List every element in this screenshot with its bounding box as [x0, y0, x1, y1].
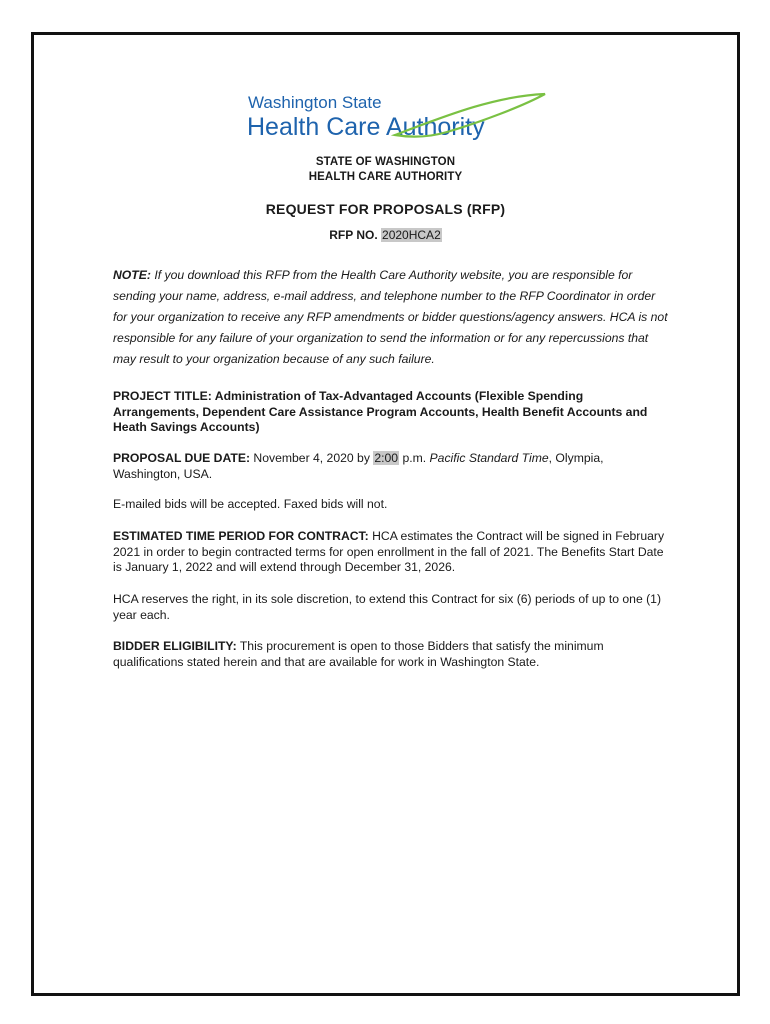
rfp-number [34, 228, 737, 242]
hca-logo [245, 88, 550, 146]
extension-statement: HCA reserves the right, in its sole discretion, to extend this Contract for six (6) periods of up to one (1) year each. [113, 592, 662, 622]
contract-period [113, 529, 668, 576]
due-date-time: 2:00 [374, 451, 399, 465]
note-paragraph [113, 265, 668, 370]
rfp-no-label: RFP NO. [329, 228, 378, 242]
due-date-timezone: Pacific Standard Time [429, 451, 549, 465]
rfp-title: REQUEST FOR PROPOSALS (RFP) [265, 201, 506, 217]
bids-statement: E-mailed bids will be accepted. Faxed bids will not. [113, 497, 388, 511]
contract-period-label: ESTIMATED TIME PERIOD FOR CONTRACT: [113, 529, 369, 543]
logo-line1: Washington State [248, 93, 382, 112]
note-label: NOTE: [113, 268, 151, 282]
proposal-due-date [113, 451, 668, 482]
due-date-ampm: p.m. [402, 451, 427, 465]
contract-period-text: HCA estimates the Contract will be signed in February 2021 in order to begin contracted terms for open enrollment in the fall of 2021. The Benefits Start Date is January 1, 2022 and will extend through December 31, 2026. [113, 529, 665, 574]
due-date-label: PROPOSAL DUE DATE: [113, 451, 251, 465]
project-title: PROJECT TITLE: Administration of Tax-Advantaged Accounts (Flexible Spending Arrangements, Dependent Care Assistance Program Accounts, Health Benefit Accounts and Heath Savings Accounts) [113, 389, 648, 434]
rfp-no-value: 2020HCA2 [382, 228, 441, 242]
bidder-eligibility [113, 639, 668, 670]
due-date-location: , Olympia, Washington, USA. [113, 451, 604, 481]
eligibility-text: This procurement is open to those Bidders that satisfy the minimum qualifications stated herein and that are available for work in Washington State. [113, 639, 604, 669]
logo-line2: Health Care Authority [247, 113, 485, 141]
agency-line1: STATE OF WASHINGTON [315, 156, 456, 168]
agency-line2: HEALTH CARE AUTHORITY [308, 171, 463, 183]
due-date-date: November 4, 2020 by [253, 451, 370, 465]
agency-heading [34, 155, 737, 185]
eligibility-label: BIDDER ELIGIBILITY: [113, 639, 237, 653]
note-text: If you download this RFP from the Health Care Authority website, you are responsible for sending your name, address, e-mail address, and telephone number to the RFP Coordinator in order for your organization to receive any RFP amendments or bidder questions/agency answers. HCA is not responsible for any failure of your organization to send the information or for any repercussions that may result to your organization because of any such failure. [113, 268, 668, 366]
